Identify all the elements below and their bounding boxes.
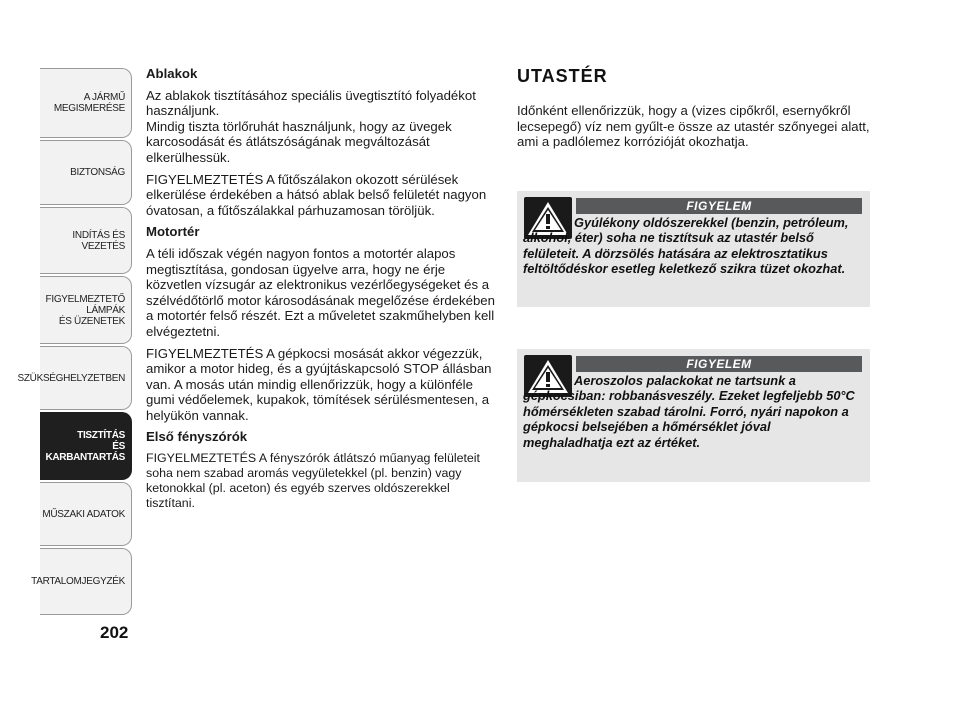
headlights-heading: Első fényszórók [146,429,248,445]
left-column [146,66,496,511]
warning-box-solvents [517,191,870,307]
tab-warning-lights[interactable] [40,276,132,344]
tab-label: A JÁRMŰ MEGISMERÉSE [53,92,125,114]
tab-starting-driving[interactable] [40,207,132,274]
engine-paragraph: A téli időszak végén nagyon fontos a motortér alapos megtisztítása, gondosan ügyelve arra, hogy ne érje közvetlen vízsugár az elektronikus vezérlőegységeket és a szélvédőtörlő motor károsodásának megelőzése érdekében a motortér felső részét. Ezt a műveletet szakműhelyben kell elvégeztetni. [146,245,495,339]
tab-vehicle-overview[interactable] [40,68,132,138]
windows-paragraph: Az ablakok tisztításához speciális üvegtisztító folyadékot használjunk. Mindig tiszta törlőruhát használjunk, hogy az üvegek karcosodását és átlátszóságának megváltozását elkerülhessük. [146,87,476,165]
tab-maintenance[interactable] [40,412,132,480]
tab-safety[interactable] [40,140,132,205]
warning-box-aerosols [517,349,870,482]
tab-technical-data[interactable] [40,482,132,546]
tab-label: TARTALOMJEGYZÉK [31,576,125,587]
tab-label: FIGYELMEZTETŐ LÁMPÁK ÉS ÜZENETEK [45,293,125,327]
warning-header: FIGYELEM [576,198,862,214]
tab-label: BIZTONSÁG [70,167,125,178]
intro-paragraph: Időnként ellenőrizzük, hogy a (vizes cipőkről, esernyőkről lecsepegő) víz nem gyűlt-e össze az utastér szőnyegei alatt, ami a padlólemez korrózióját okozhatja. [517,103,870,150]
page-number: 202 [100,623,129,642]
windows-warning-paragraph: FIGYELMEZTETÉS A fűtőszálakon okozott sérülések elkerülése érdekében a hátsó ablak belső felületét nagyon óvatosan, a fűtőszálakkal párhuzamosan töröljük. [146,171,487,218]
windows-heading: Ablakok [146,66,198,81]
tab-label: INDÍTÁS ÉS VEZETÉS [72,229,125,252]
tab-label: MŰSZAKI ADATOK [42,508,125,520]
tab-label: TISZTÍTÁS ÉS KARBANTARTÁS [45,429,125,463]
warning-header: FIGYELEM [576,356,862,372]
tab-index[interactable] [31,548,132,615]
engine-warning-paragraph: FIGYELMEZTETÉS A gépkocsi mosását akkor végezzük, amikor a motor hideg, és a gyújtáskapcsoló STOP állásban van. A mosás után mindig ellenőrizzük, hogy a különféle gumi védőelemek, kupakok, tömítések sérülésmentesen, a helyükön vannak. [146,345,492,423]
warning-text: Gyúlékony oldószerekkel (benzin, petróleum, alkohol, éter) soha ne tisztítsuk az utastér belső felületeit. A dörzsölés hatására az elektrosztatikus feltöltődéskor esetleg keletkező szikra tüzet okozhat. [523,215,849,277]
warning-text: Aeroszolos palackokat ne tartsunk a gépkocsiban: robbanásveszély. Ezeket legfeljebb 50°C hőmérsékleten szabad tárolni. Forró, nyári napokon a gépkocsi belsejében a hőmérséklet jóval meghaladhatja ezt az értéket. [523,373,855,450]
section-title: UTASTÉR [517,66,608,86]
tab-emergency[interactable] [17,346,132,410]
engine-heading: Motortér [146,224,200,240]
headlights-warning-paragraph: FIGYELMEZTETÉS A fényszórók átlátszó műanyag felületeit soha nem szabad aromás vegyületekkel (pl. benzin) vagy ketonokkal (pl. aceton) és egyéb szerves oldószerekkel tisztítani. [146,451,481,511]
tab-label: SZÜKSÉGHELYZETBEN [17,372,125,384]
